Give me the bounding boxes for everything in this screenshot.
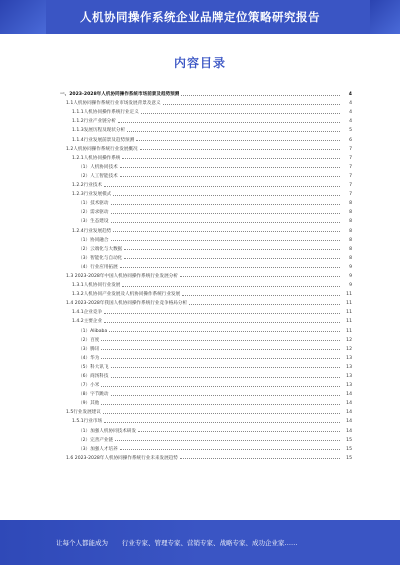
toc-entry-page: 11 <box>346 301 352 307</box>
toc-entry-label: 1.6 2023-2028年人机协同操作系统行业未来发展趋势 <box>66 455 178 461</box>
toc-entry-label: 一、2023-2028年人机协同操作系统市场前景及趋势预测 <box>60 92 180 98</box>
toc-leader-dots <box>101 386 340 387</box>
toc-entry-label: （2）人工智能技术 <box>78 173 118 179</box>
toc-entry-page: 4 <box>349 119 352 125</box>
toc-entry-page: 11 <box>346 292 352 298</box>
toc-leader-dots <box>122 286 340 287</box>
toc-leader-dots <box>111 204 341 205</box>
toc-entry-page: 9 <box>349 283 352 289</box>
toc-leader-dots <box>181 95 340 96</box>
toc-entry[interactable] <box>60 243 352 252</box>
toc-entry-label: （1）技术驱动 <box>78 201 109 207</box>
toc-entry-page: 4 <box>349 101 352 107</box>
toc-entry-label: 1.3.2人机协同产业发展及人机协同操作系统行业发展 <box>72 292 181 298</box>
toc-leader-dots <box>104 186 340 187</box>
toc-entry-label: 1.2.1人机协同操作系统 <box>72 155 121 161</box>
toc-leader-dots <box>118 122 340 123</box>
toc-entry-label: （2）完善产业链 <box>78 437 114 443</box>
toc-entry[interactable] <box>60 270 352 279</box>
toc-leader-dots <box>180 276 340 277</box>
toc-entry-label: 1.4 2023-2028年我国人机协同操作系统行业竞争格局分析 <box>66 301 188 307</box>
toc-leader-dots <box>113 195 340 196</box>
toc-leader-dots <box>136 140 340 141</box>
toc-entry-page: 7 <box>349 192 352 198</box>
toc-entry-label: （9）其他 <box>78 401 100 407</box>
toc-entry[interactable] <box>60 288 352 297</box>
toc-entry-page: 5 <box>349 128 352 134</box>
toc-title: 内容目录 <box>173 56 226 70</box>
toc-entry[interactable] <box>60 315 352 324</box>
toc-entry-page: 11 <box>346 319 352 325</box>
toc-entry-page: 8 <box>349 237 352 243</box>
footer-roles: 行业专家、管理专家、营销专家、战略专家、成功企业家…… <box>122 539 298 547</box>
toc-entry[interactable] <box>60 206 352 215</box>
toc-leader-dots <box>189 304 340 305</box>
toc-entry[interactable] <box>60 88 352 97</box>
toc-entry[interactable] <box>60 197 352 206</box>
toc-entry-label: 1.2人机协同操作系统行业发展概况 <box>66 146 138 152</box>
toc-entry-page: 6 <box>349 137 352 143</box>
toc-entry-label: （4）行业应用拓展 <box>78 264 118 270</box>
toc-entry[interactable] <box>60 443 352 452</box>
toc-leader-dots <box>104 313 340 314</box>
toc-entry-page: 12 <box>346 346 352 352</box>
toc-entry-label: 1.1人机协同操作系统行业市场发展背景及意义 <box>66 101 161 107</box>
toc-entry[interactable] <box>60 179 352 188</box>
toc-entry-page: 13 <box>346 364 352 370</box>
toc-entry[interactable] <box>60 361 352 370</box>
toc-entry-label: （2）百度 <box>78 337 100 343</box>
toc-entry-label: 1.4.1企业竞争 <box>72 310 103 316</box>
toc-entry-page: 15 <box>346 446 352 452</box>
toc-entry-label: （8）字节跳动 <box>78 392 109 398</box>
toc-entry[interactable] <box>60 234 352 243</box>
toc-leader-dots <box>104 322 340 323</box>
toc-leader-dots <box>120 176 340 177</box>
toc-leader-dots <box>101 404 340 405</box>
toc-leader-dots <box>111 213 341 214</box>
toc-entry-page: 14 <box>346 428 352 434</box>
toc-leader-dots <box>182 295 340 296</box>
toc-entry-page: 7 <box>349 146 352 152</box>
toc-entry[interactable] <box>60 415 352 424</box>
toc-leader-dots <box>163 104 340 105</box>
toc-entry[interactable] <box>60 170 352 179</box>
toc-entry-label: 1.1.3发展历程及现状分析 <box>72 128 126 134</box>
toc-leader-dots <box>104 422 340 423</box>
toc-entry-label: 1.1.2行业产业链分析 <box>72 119 116 125</box>
toc-leader-dots <box>140 149 340 150</box>
toc-entry-label: 1.3 2023-2028年中国人机协同操作系统行业发展分析 <box>66 273 178 279</box>
toc-entry-label: （3）腾讯 <box>78 346 100 352</box>
toc-entry[interactable] <box>60 252 352 261</box>
toc-entry[interactable] <box>60 424 352 433</box>
toc-entry-page: 8 <box>349 210 352 216</box>
toc-leader-dots <box>127 131 340 132</box>
toc-entry-page: 11 <box>346 310 352 316</box>
toc-entry-label: （5）科大讯飞 <box>78 364 109 370</box>
toc-entry[interactable] <box>60 215 352 224</box>
toc-leader-dots <box>113 231 340 232</box>
toc-entry[interactable] <box>60 406 352 415</box>
toc-entry[interactable] <box>60 143 352 152</box>
toc-leader-dots <box>109 331 340 332</box>
toc-leader-dots <box>111 222 341 223</box>
report-footer <box>0 520 400 565</box>
toc-entry[interactable] <box>60 115 352 124</box>
toc-leader-dots <box>103 413 340 414</box>
toc-entry[interactable] <box>60 188 352 197</box>
toc-entry-label: 1.3.1人机协同行业发展 <box>72 283 121 289</box>
toc-entry-page: 8 <box>349 228 352 234</box>
toc-leader-dots <box>120 267 340 268</box>
toc-entry[interactable] <box>60 97 352 106</box>
toc-entry-page: 7 <box>349 164 352 170</box>
toc-leader-dots <box>111 240 341 241</box>
toc-entry-label: （2）需求驱动 <box>78 210 109 216</box>
toc-entry-page: 8 <box>349 255 352 261</box>
toc-entry[interactable] <box>60 370 352 379</box>
toc-entry[interactable] <box>60 133 352 142</box>
toc-leader-dots <box>101 349 340 350</box>
toc-entry-label: （3）生态建设 <box>78 219 109 225</box>
toc-entry[interactable] <box>60 334 352 343</box>
toc-entry-page: 14 <box>346 392 352 398</box>
toc-entry-page: 7 <box>349 173 352 179</box>
toc-entry[interactable] <box>60 388 352 397</box>
toc-leader-dots <box>101 340 340 341</box>
report-title: 人机协同操作系统企业品牌定位策略研究报告 <box>80 10 320 24</box>
toc-entry-page: 4 <box>348 92 352 98</box>
toc-entry-page: 4 <box>349 110 352 116</box>
toc-entry-page: 14 <box>346 410 352 416</box>
toc-entry[interactable] <box>60 124 352 133</box>
toc-entry-label: 1.5.1行业市场 <box>72 419 103 425</box>
toc-entry-page: 15 <box>346 455 352 461</box>
toc-entry-label: 1.2.4行业发展趋势 <box>72 228 112 234</box>
toc-entry-label: 1.2.3行业发展模式 <box>72 192 112 198</box>
toc-entry-page: 7 <box>349 183 352 189</box>
footer-slogan: 让每个人都能成为 <box>56 539 108 547</box>
toc-entry[interactable] <box>60 279 352 288</box>
report-header <box>0 0 400 34</box>
toc-entry[interactable] <box>60 452 352 461</box>
toc-entry[interactable] <box>60 106 352 115</box>
toc-leader-dots <box>138 431 340 432</box>
toc-entry[interactable] <box>60 224 352 233</box>
toc-entry-label: 1.4.2主要企业 <box>72 319 103 325</box>
toc-entry-label: 1.1.1人机协同操作系统行业定义 <box>72 110 139 116</box>
toc-entry-page: 7 <box>349 155 352 161</box>
toc-leader-dots <box>111 367 341 368</box>
toc-entry[interactable] <box>60 343 352 352</box>
toc-entry-page: 13 <box>346 355 352 361</box>
toc-entry-label: 1.5行业发展建议 <box>66 410 101 416</box>
toc-entry-label: （1）协同融合 <box>78 237 109 243</box>
toc-leader-dots <box>111 377 341 378</box>
toc-entry[interactable] <box>60 152 352 161</box>
toc-entry-page: 11 <box>346 328 352 334</box>
toc-entry[interactable] <box>60 161 352 170</box>
toc-entry-page: 13 <box>346 383 352 389</box>
toc-entry-page: 8 <box>349 246 352 252</box>
toc-entry-label: 1.1.4行业发展前景及趋势预测 <box>72 137 135 143</box>
toc-entry-page: 14 <box>346 419 352 425</box>
toc-entry[interactable] <box>60 261 352 270</box>
toc-leader-dots <box>120 449 340 450</box>
toc-entry[interactable] <box>60 324 352 333</box>
toc-entry-label: （4）华为 <box>78 355 100 361</box>
toc-entry-label: （3）智能化与自动化 <box>78 255 123 261</box>
toc-leader-dots <box>101 358 340 359</box>
toc-entry[interactable] <box>60 297 352 306</box>
toc-entry-page: 12 <box>346 337 352 343</box>
toc-leader-dots <box>122 158 340 159</box>
toc-entry[interactable] <box>60 397 352 406</box>
toc-entry-page: 13 <box>346 374 352 379</box>
toc-leader-dots <box>141 113 340 114</box>
toc-entry-page: 8 <box>349 201 352 207</box>
toc-entry[interactable] <box>60 434 352 443</box>
toc-entry[interactable] <box>60 306 352 315</box>
toc-entry[interactable] <box>60 379 352 388</box>
toc-leader-dots <box>180 458 340 459</box>
toc-leader-dots <box>115 440 340 441</box>
toc-leader-dots <box>124 249 340 250</box>
table-of-contents <box>60 88 352 461</box>
toc-entry-page: 14 <box>346 401 352 407</box>
toc-entry-page: 9 <box>349 264 352 270</box>
toc-entry-label: （7）小米 <box>78 383 100 389</box>
toc-leader-dots <box>111 395 341 396</box>
toc-entry-label: （1）Alibaba <box>78 328 108 334</box>
toc-leader-dots <box>124 258 340 259</box>
toc-entry-page: 15 <box>346 437 352 443</box>
toc-entry[interactable] <box>60 352 352 361</box>
toc-entry-label: （1）人机协同技术 <box>78 164 118 170</box>
toc-entry-page: 8 <box>349 219 352 225</box>
toc-leader-dots <box>120 167 340 168</box>
toc-entry-label: （6）商汤科技 <box>78 374 109 379</box>
toc-entry-label: 1.2.2行业技术 <box>72 183 103 189</box>
toc-entry-page: 9 <box>349 273 352 279</box>
toc-entry-label: （3）加强人才培养 <box>78 446 118 452</box>
toc-entry-label: （1）加强人机协同技术研发 <box>78 428 137 434</box>
toc-entry-label: （2）云端化与大数据 <box>78 246 123 252</box>
